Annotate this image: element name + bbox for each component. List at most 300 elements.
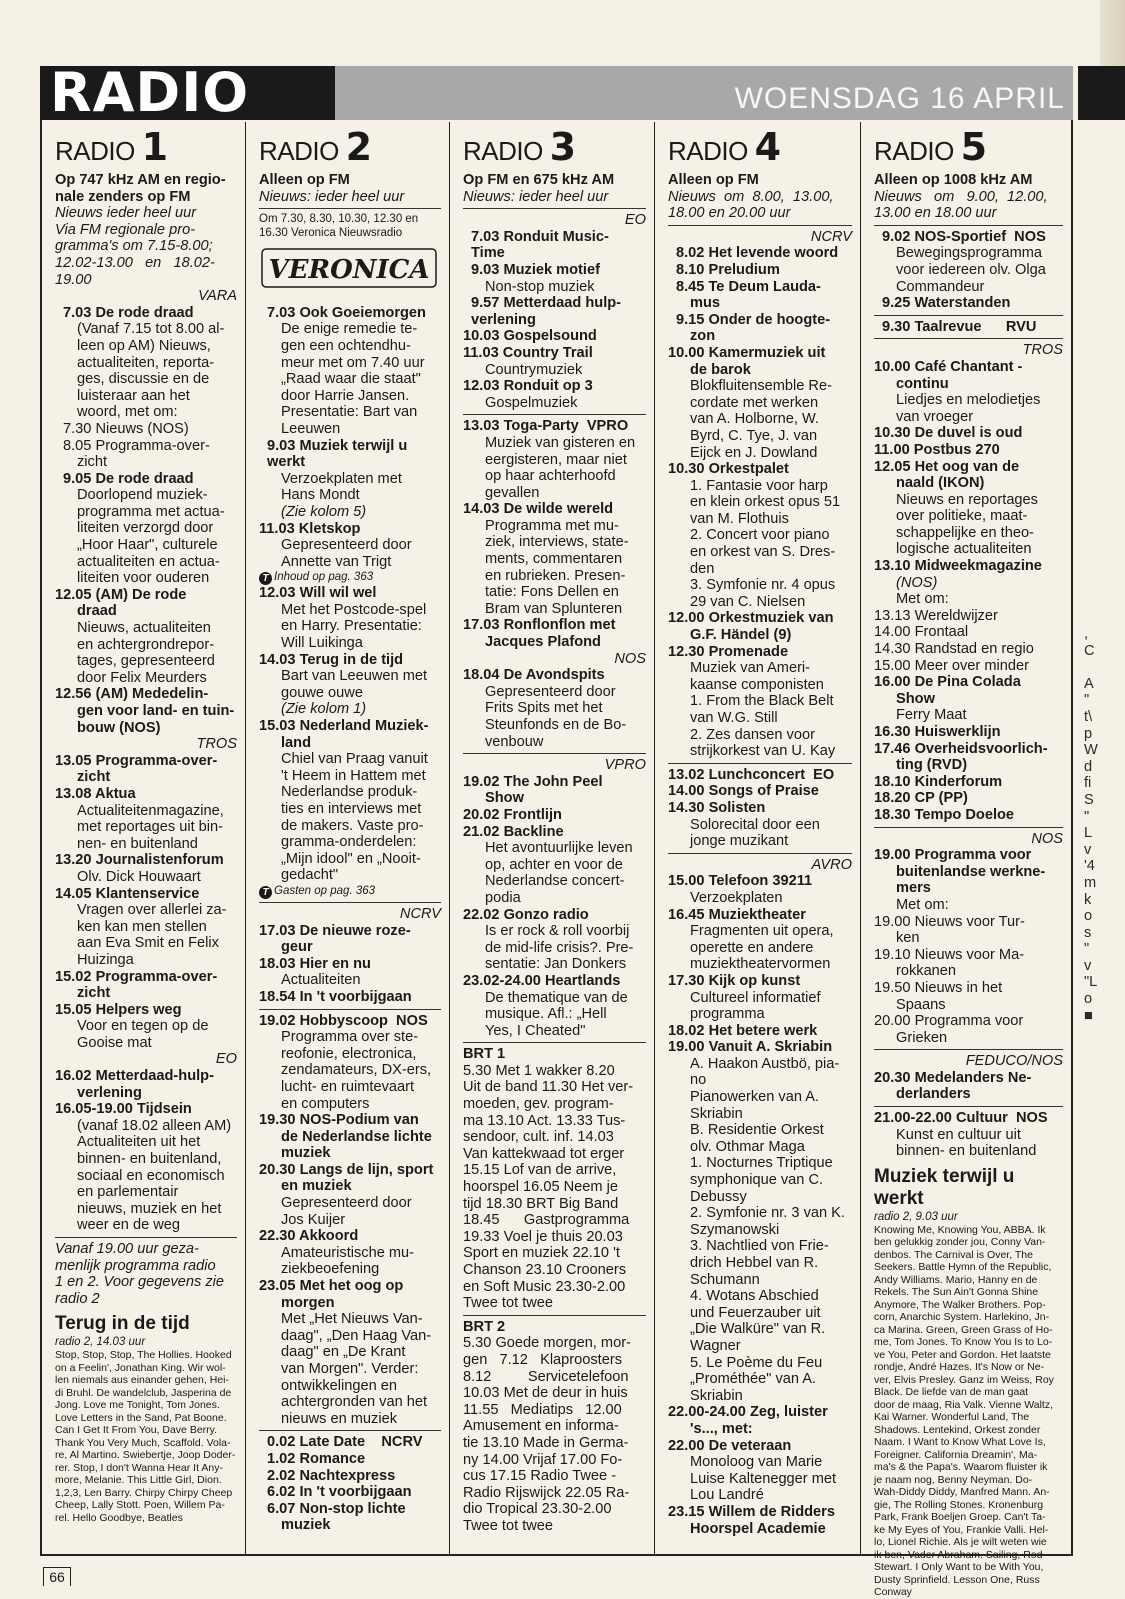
programme-title: 18.10 Kinderforum xyxy=(874,773,1003,790)
broadcaster-label: NCRV xyxy=(399,905,441,922)
programme-text: Hans Mondt xyxy=(281,487,360,504)
programme-text: gouwe ouwe xyxy=(281,684,363,701)
programme-text: achtergronden van het xyxy=(281,1394,428,1411)
programme-text: Amusement en informa- xyxy=(463,1418,619,1435)
programme-text: symphonique van C. xyxy=(690,1172,824,1189)
programme-text: Bewegingsprogramma xyxy=(896,245,1043,262)
programme-title: 10.00 Café Chantant - xyxy=(874,358,1023,375)
programme-text: Nieuws: ieder heel uur xyxy=(259,188,405,205)
programme-text: binnen- en buitenland, xyxy=(77,1151,222,1168)
playlist-line: 1,2,3, Len Barry. Chirpy Chirpy Cheep xyxy=(55,1486,233,1499)
programme-text: Voor en tegen op de xyxy=(77,1018,209,1035)
programme-title: 10.00 Kamermuziek uit xyxy=(668,344,826,361)
programme-title: Alleen op 1008 kHz AM xyxy=(874,172,1033,188)
programme-title: 11.03 Country Trail xyxy=(463,344,593,361)
programme-text: Nieuws, actualiteiten xyxy=(77,620,211,637)
playlist-line: re, Al Martino. Swiebertje, Joop Doder- xyxy=(55,1449,236,1462)
programme-text: olv. Othmar Maga xyxy=(690,1138,805,1155)
divider xyxy=(463,208,646,209)
programme-text: Cultureel informatief xyxy=(690,989,821,1006)
programme-title: 15.05 Helpers weg xyxy=(55,1001,182,1018)
programme-text: Steunfonds en de Bo- xyxy=(485,717,627,733)
playlist-line: Knowing Me, Knowing You, ABBA. Ik xyxy=(874,1223,1046,1236)
programme-text: van M. Flothuis xyxy=(690,510,789,527)
broadcaster-label: TROS xyxy=(196,736,237,753)
programme-text: strijkorkest van U. Kay xyxy=(690,743,836,760)
programme-text: Twee tot twee xyxy=(463,1295,554,1312)
programme-title: 12.05 Het oog van de xyxy=(874,458,1020,475)
column-heading-word: RADIO xyxy=(259,136,346,166)
programme-text: Wagner xyxy=(690,1337,741,1354)
programme-text: gen 7.12 Klaproosters xyxy=(463,1351,623,1368)
programme-title: 17.03 Ronflonflon met xyxy=(463,617,616,634)
programme-text: operette en andere xyxy=(690,939,814,956)
programme-text: moeden, gev. program- xyxy=(463,1096,614,1113)
programme-text: 1 en 2. Voor gegevens zie xyxy=(55,1274,225,1291)
programme-text: meur met om 7.40 uur xyxy=(281,354,425,371)
programme-text: „Hoor Haar", culturele xyxy=(77,537,218,554)
programme-title: 20.02 Frontlijn xyxy=(463,806,562,823)
programme-title: 7.03 Ronduit Music- xyxy=(471,228,609,245)
programme-text: Actualiteiten xyxy=(281,972,361,989)
programme-text: Sport en muziek 22.10 't xyxy=(463,1245,620,1262)
programme-text: 19.33 Voel je thuis 20.03 xyxy=(463,1228,623,1245)
programme-text: Grieken xyxy=(896,1029,948,1046)
programme-title: 9.15 Onder de hoogte- xyxy=(676,311,831,328)
divider xyxy=(874,827,1063,828)
playlist-line: corn, Anarchic System. Harlekino, Jn- xyxy=(874,1311,1050,1324)
programme-text: Met „Het Nieuws Van- xyxy=(281,1311,423,1328)
veronica-logo-text: VERONICA xyxy=(268,255,430,286)
programme-text: reofonie, electronica, xyxy=(281,1045,417,1062)
programme-text: door Harrie Jansen. xyxy=(281,387,410,404)
page-reference-text: Inhoud op pag. 363 xyxy=(274,571,374,584)
programme-text: den xyxy=(690,560,715,577)
programme-title: 22.00 De veteraan xyxy=(668,1437,792,1454)
programme-text: Vanaf 19.00 uur geza- xyxy=(55,1241,199,1257)
column-heading xyxy=(55,125,237,172)
programme-text: (NOS) xyxy=(896,574,938,591)
programme-title: 8.02 Het levende woord xyxy=(676,245,839,262)
playlist-line: Park, Frank Boeljen Groep. Can't Ta- xyxy=(874,1511,1046,1524)
programme-title: Alleen op FM xyxy=(668,172,759,188)
programme-text: gramma-onderdelen: xyxy=(281,834,417,851)
programme-text: und Feuerzauber uit xyxy=(690,1304,821,1321)
playlist-line: rel. Hello Goodbye, Beatles xyxy=(55,1511,183,1524)
playlist-line: ik ben, Vader Abraham. Sailing, Rod xyxy=(874,1548,1043,1561)
programme-text: ges, discussie en de xyxy=(77,371,210,388)
programme-text: schappelijke en theo- xyxy=(896,524,1034,541)
programme-title: 18.04 De Avondspits xyxy=(463,667,605,684)
programme-text: 5.30 Met 1 wakker 8.20 xyxy=(463,1062,615,1079)
programme-text: de mid-life crisis?. Pre- xyxy=(485,939,634,956)
column-radio-1 xyxy=(42,122,246,1554)
playlist-line: len niemals aus einander gehen, Hei- xyxy=(55,1374,229,1387)
programme-title: 13.05 Programma-over- xyxy=(55,752,218,769)
programme-text: Nieuws ieder heel uur xyxy=(55,205,197,222)
programme-title: 12.05 (AM) De rode xyxy=(55,586,187,603)
programme-title: morgen xyxy=(281,1294,335,1311)
programme-text: ontwikkelingen en xyxy=(281,1377,398,1394)
programme-text: 19.50 Nieuws in het xyxy=(874,979,1003,996)
programme-text: sentatie: Jan Donkers xyxy=(485,956,627,973)
column-heading-word: RADIO xyxy=(874,136,961,166)
programme-text: Countrymuziek xyxy=(485,361,583,378)
programme-title: 12.30 Promenade xyxy=(668,643,789,660)
programme-text: luisteraar aan het xyxy=(77,387,190,404)
programme-text: 2. Zes dansen voor xyxy=(690,726,815,743)
programme-text: musique. Afl.: „Hell xyxy=(485,1006,607,1023)
programme-title: 19.02 The John Peel xyxy=(463,773,603,790)
playlist-line: Rekels. The Sun Ain't Gonna Shine xyxy=(874,1286,1039,1299)
programme-title: 19.30 NOS-Podium van xyxy=(259,1112,419,1129)
divider xyxy=(874,315,1063,316)
feature-title: Terug in de tijd xyxy=(55,1313,190,1335)
programme-text: liteiten verzorgd door xyxy=(77,520,214,537)
column-heading-number: 4 xyxy=(754,125,781,169)
programme-text: Ferry Maat xyxy=(896,707,967,724)
programme-title: 18.20 CP (PP) xyxy=(874,790,968,807)
tv-guide-icon: T xyxy=(259,886,272,899)
programme-text: Pianowerken van A. xyxy=(690,1089,819,1106)
programme-text: 13.00 en 18.00 uur xyxy=(874,205,997,222)
programme-text: A. Haakon Austbö, pia- xyxy=(690,1055,840,1072)
programme-text: Debussy xyxy=(690,1188,747,1205)
playlist-line: Wah-Diddy Diddy, Manfred Mann. An- xyxy=(874,1486,1050,1499)
programme-text: voor iedereen olv. Olga xyxy=(896,261,1046,278)
programme-text: Het avontuurlijke leven xyxy=(485,840,633,857)
programme-title: Alleen op FM xyxy=(259,172,350,188)
programme-text: 12.02-13.00 en 18.02- xyxy=(55,254,215,271)
programme-text: tatie: Fons Dellen en xyxy=(485,584,619,601)
programme-text: no xyxy=(690,1072,707,1089)
programme-text: 7.30 Nieuws (NOS) xyxy=(63,420,189,437)
broadcaster-label: VPRO xyxy=(604,757,646,774)
programme-text: 18.45 Gastprogramma xyxy=(463,1212,630,1229)
programme-title: Show xyxy=(485,790,524,807)
programme-title: werkt xyxy=(267,454,306,471)
programme-text: (Zie kolom 5) xyxy=(281,503,367,520)
programme-title: 14.03 De wilde wereld xyxy=(463,501,614,518)
programme-text: 18.00 en 20.00 uur xyxy=(668,205,791,222)
programme-text: Monoloog van Marie xyxy=(690,1454,823,1471)
programme-text: 19.10 Nieuws voor Ma- xyxy=(874,946,1025,963)
programme-text: Via FM regionale pro- xyxy=(55,221,196,238)
programme-title: draad xyxy=(77,603,117,620)
column-heading-word: RADIO xyxy=(55,136,142,166)
programme-title: 13.08 Aktua xyxy=(55,785,136,802)
programme-title: zicht xyxy=(77,985,111,1002)
playlist-line: ve You, Peter and Gordon. Het laatste xyxy=(874,1348,1051,1361)
programme-text: programma xyxy=(690,1006,765,1023)
broadcaster-label: NOS xyxy=(614,650,646,667)
playlist-line: Naam. I Want to Know What Love Is, xyxy=(874,1436,1046,1449)
programme-title: 6.07 Non-stop lichte xyxy=(267,1500,406,1517)
divider xyxy=(259,902,441,903)
playlist-line: di Bruhl. De wandelclub, Jasperina de xyxy=(55,1386,232,1399)
broadcaster-label: TROS xyxy=(1022,342,1063,359)
programme-text: Met om: xyxy=(896,896,949,913)
programme-text: Van kattekwaad tot erger xyxy=(463,1145,625,1162)
programme-title: 14.05 Klantenservice xyxy=(55,885,200,902)
programme-text: 5. Le Poème du Feu xyxy=(690,1354,823,1371)
programme-text: daag" en „De Krant xyxy=(281,1344,406,1361)
divider xyxy=(259,1430,441,1431)
programme-text: actualiteiten en actua- xyxy=(77,553,220,570)
programme-text: venbouw xyxy=(485,733,544,750)
divider xyxy=(463,414,646,415)
programme-text: muziektheatervormen xyxy=(690,956,831,973)
programme-text: Commandeur xyxy=(896,278,985,295)
banner-logo: RADIO xyxy=(40,66,335,120)
programme-text: Programma met mu- xyxy=(485,517,619,534)
programme-title: ting (RVD) xyxy=(896,757,968,774)
divider xyxy=(463,1315,646,1316)
page-reference xyxy=(259,884,441,899)
page-number: 66 xyxy=(43,1567,71,1586)
programme-title: 13.10 Midweekmagazine xyxy=(874,558,1042,575)
programme-title: Hoorspel Academie xyxy=(690,1520,826,1537)
programme-text: 14.30 Randstad en regio xyxy=(874,641,1034,658)
programme-text: 10.03 Met de deur in huis xyxy=(463,1385,628,1402)
broadcaster-label: AVRO xyxy=(811,856,852,873)
programme-text: gedacht" xyxy=(281,867,339,884)
programme-text: 29 van C. Nielsen xyxy=(690,593,806,610)
programme-text: 4. Wotans Abschied xyxy=(690,1288,819,1305)
programme-title: 12.56 (AM) Mededelin- xyxy=(55,686,209,703)
programme-text: Met om: xyxy=(896,591,949,608)
column-heading-word: RADIO xyxy=(668,136,755,166)
programme-title: geur xyxy=(281,939,313,956)
programme-text: daag", „Den Haag Van- xyxy=(281,1327,432,1344)
programme-text: Nieuws om 8.00, 13.00, xyxy=(668,188,834,205)
page-reference-text: Gasten op pag. 363 xyxy=(274,884,376,897)
column-heading xyxy=(259,125,441,172)
programme-title: 17.46 Overheidsvoorlich- xyxy=(874,740,1048,757)
programme-title: 21.00-22.00 Cultuur NOS xyxy=(874,1110,1048,1127)
programme-text: gevallen xyxy=(485,484,540,501)
column-heading xyxy=(668,125,852,172)
programme-text: van Morgen". Verder: xyxy=(281,1361,419,1377)
playlist-line: Foreigner. California Dreamin', Ma- xyxy=(874,1448,1038,1461)
programme-text: 2. Concert voor piano xyxy=(690,527,830,544)
programme-text: Chiel van Praag vanuit xyxy=(281,751,428,768)
programme-text: nen- en buitenland xyxy=(77,835,198,852)
divider xyxy=(463,1042,646,1043)
programme-text: Nieuws: ieder heel uur xyxy=(463,188,609,205)
programme-text: (Vanaf 7.15 tot 8.00 al- xyxy=(77,321,225,338)
programme-text: Is er rock & roll voorbij xyxy=(485,923,630,940)
column-heading-number: 1 xyxy=(141,125,168,169)
programme-title: 7.03 De rode draad xyxy=(63,304,194,321)
programme-text: 8.05 Programma-over- xyxy=(63,437,210,454)
programme-text: 8.12 Servicetelefoon xyxy=(463,1368,629,1385)
programme-text: en Harry. Presentatie: xyxy=(281,618,422,635)
playlist-line: door de maag, Ria Valk. Vienne Waltz, xyxy=(874,1398,1053,1411)
playlist-line: Conway xyxy=(874,1586,912,1599)
programme-text: Vragen over allerlei za- xyxy=(77,902,227,919)
programme-title: mers xyxy=(896,880,931,897)
programme-text: drich Hebbel van R. xyxy=(690,1255,819,1271)
programme-title: 23.02-24.00 Heartlands xyxy=(463,972,621,989)
programme-title: Show xyxy=(896,690,935,707)
programme-text: 3. Nachtlied von Frie- xyxy=(690,1238,829,1255)
programme-text: 20.00 Programma voor xyxy=(874,1013,1024,1030)
programme-text: „Prométhée" van A. xyxy=(690,1371,817,1388)
broadcaster-label: NCRV xyxy=(810,228,852,245)
programme-text: (vanaf 18.02 alleen AM) xyxy=(77,1117,232,1134)
programme-text: podia xyxy=(485,889,521,906)
programme-title: 16.00 De Pina Colada xyxy=(874,674,1021,691)
programme-title: 10.03 Gospelsound xyxy=(463,328,597,345)
programme-text: en computers xyxy=(281,1095,370,1112)
programme-title: nale zenders op FM xyxy=(55,188,191,205)
programme-title: 9.30 Taalrevue RVU xyxy=(882,318,1037,335)
programme-text: Verzoekplaten xyxy=(690,889,783,906)
programme-title: zicht xyxy=(77,769,111,786)
programme-title: Op 747 kHz AM en regio- xyxy=(55,172,226,188)
playlist-line: Dusty Sprinfield. Lesson One, Russ xyxy=(874,1573,1040,1586)
broadcaster-label: EO xyxy=(624,212,646,229)
programme-text: 1. From the Black Belt xyxy=(690,693,834,710)
programme-text: en rubrieken. Presen- xyxy=(485,567,626,584)
programme-title: 22.30 Akkoord xyxy=(259,1228,359,1245)
programme-text: Annette van Trigt xyxy=(281,553,392,570)
programme-title: en muziek xyxy=(281,1178,352,1195)
playlist-line: Black. De liefde van de man gaat xyxy=(874,1386,1029,1399)
adjacent-banner-strip xyxy=(1078,66,1125,120)
feature-title: Muziek terwijl u werkt xyxy=(874,1165,1015,1209)
programme-text: lucht- en ruimtevaart xyxy=(281,1078,415,1095)
programme-text: ties en interviews met xyxy=(281,801,422,817)
programme-title: 15.03 Nederland Muziek- xyxy=(259,718,429,735)
programme-text: De enige remedie te- xyxy=(281,321,418,338)
programme-title: 22.00-24.00 Zeg, luister xyxy=(668,1404,828,1421)
programme-title: muziek xyxy=(281,1517,331,1534)
programme-text: ziekbeoefening xyxy=(281,1261,380,1278)
programme-text: ken xyxy=(896,930,920,947)
programme-text: actualiteiten, reporta- xyxy=(77,354,215,371)
programme-title: 18.30 Tempo Doeloe xyxy=(874,806,1015,823)
programme-text: van W.G. Still xyxy=(690,710,778,726)
programme-text: tijd 18.30 BRT Big Band xyxy=(463,1195,619,1212)
programme-text: Skriabin xyxy=(690,1105,743,1122)
programme-title: 20.30 Langs de lijn, sport xyxy=(259,1161,434,1178)
programme-text: 11.55 Mediatips 12.00 xyxy=(463,1401,622,1418)
column-radio-3 xyxy=(450,122,655,1554)
programme-text: „Raad waar die staat" xyxy=(281,371,421,388)
programme-text: 1. Fantasie voor harp xyxy=(690,477,828,494)
banner-date: WOENSDAG 16 APRIL xyxy=(734,82,1065,115)
programme-title: zon xyxy=(690,328,716,345)
programme-text: cordate met werken xyxy=(690,394,819,411)
column-heading-word: RADIO xyxy=(463,136,550,166)
programme-text: 19.00 Nieuws voor Tur- xyxy=(874,913,1025,930)
adjacent-text: , C A " t\ p W d fi S " L v '4 m k o s " v "L o ■ xyxy=(1084,626,1098,1024)
programme-text: Skriabin xyxy=(690,1387,743,1404)
programme-title: de Nederlandse lichte xyxy=(281,1128,432,1145)
programme-title: 14.03 Terug in de tijd xyxy=(259,651,404,668)
programme-text: Bart van Leeuwen met xyxy=(281,668,428,685)
programme-text: op haar achterhoofd xyxy=(485,468,616,485)
programme-title: 13.20 Journalistenforum xyxy=(55,852,224,869)
programme-text: (Zie kolom 1) xyxy=(281,701,367,718)
programme-text: cus 17.15 Radio Twee - xyxy=(463,1468,617,1485)
programme-text: Luise Kaltenegger met xyxy=(690,1470,837,1487)
programme-text: Solorecital door een xyxy=(690,816,820,833)
programme-text: Met het Postcode-spel xyxy=(281,601,427,618)
broadcaster-label: EO xyxy=(215,1051,237,1068)
programme-title: 14.00 Songs of Praise xyxy=(668,783,819,800)
programme-text: Om 7.30, 8.30, 10.30, 12.30 en xyxy=(259,213,419,226)
programme-title: 2.02 Nachtexpress xyxy=(267,1467,396,1484)
programme-title: mus xyxy=(690,295,721,312)
programme-title: 20.30 Medelanders Ne- xyxy=(874,1069,1032,1086)
programme-text: Yes, I Cheated" xyxy=(485,1022,586,1039)
programme-text: Gepresenteerd door xyxy=(281,1195,412,1212)
programme-text: door Felix Meurders xyxy=(77,669,207,686)
column-heading-number: 2 xyxy=(345,125,372,169)
programme-title: 19.00 Programma voor xyxy=(874,847,1032,864)
programme-text: Muziek van gisteren en xyxy=(485,434,636,451)
programme-text: Lou Landré xyxy=(690,1487,764,1504)
programme-title: Jacques Plafond xyxy=(485,634,601,651)
programme-text: Chanson 23.10 Crooners xyxy=(463,1262,627,1278)
programme-text: sendoor, cult. inf. 14.03 xyxy=(463,1129,614,1146)
programme-text: liteiten voor ouderen xyxy=(77,570,210,587)
programme-text: Spaans xyxy=(896,996,946,1013)
programme-title: 23.15 Willem de Ridders xyxy=(668,1503,835,1520)
programme-text: 2. Symfonie nr. 3 van K. xyxy=(690,1205,845,1222)
programme-title: 11.00 Postbus 270 xyxy=(874,441,1000,458)
programme-title: 's..., met: xyxy=(690,1420,753,1437)
programme-text: radio 2 xyxy=(55,1290,100,1307)
programme-text: ny 14.00 Vrijaf 17.00 Fo- xyxy=(463,1451,623,1468)
adjacent-page-fragment xyxy=(1078,66,1125,1585)
programme-text: Huizinga xyxy=(77,951,134,968)
playlist-line: Jong. Love me Tonight, Tom Jones. xyxy=(55,1399,220,1412)
divider xyxy=(668,763,852,764)
programme-title: 11.03 Kletskop xyxy=(259,520,361,537)
programme-title: 12.03 Will wil wel xyxy=(259,585,377,602)
playlist-line: rer. Stop, I don't Wanna Hear It Any- xyxy=(55,1461,223,1474)
divider xyxy=(463,753,646,754)
programme-text: Non-stop muziek xyxy=(485,278,595,295)
programme-text: binnen- en buitenland xyxy=(896,1143,1037,1160)
playlist-line: ca Marina. Green, Green Grass of Ho- xyxy=(874,1323,1053,1336)
programme-text: radio 2, 9.03 uur xyxy=(874,1210,958,1223)
programme-text: Twee tot twee xyxy=(463,1517,554,1534)
playlist-line: on a Feelin', Jonathan King. Wir wol- xyxy=(55,1361,226,1374)
programme-text: Gepresenteerd door xyxy=(281,537,412,554)
divider xyxy=(874,225,1063,226)
programme-text: Blokfluitensemble Re- xyxy=(690,378,832,395)
programme-text: van vroeger xyxy=(896,408,974,425)
programme-text: van A. Holborne, W. xyxy=(690,411,819,428)
programme-text: Liedjes en melodietjes xyxy=(896,392,1041,409)
programme-title: 13.03 Toga-Party VPRO xyxy=(463,418,629,435)
broadcaster-label: FEDUCO/NOS xyxy=(965,1053,1063,1070)
programme-text: Nieuws en reportages xyxy=(896,491,1038,508)
programme-text: en parlementair xyxy=(77,1184,179,1201)
playlist-line: Andy Williams. Mario, Hanny en de xyxy=(874,1273,1038,1286)
programme-text: leen op AM) Nieuws, xyxy=(77,337,211,354)
programme-title: 16.02 Metterdaad-hulp- xyxy=(55,1068,214,1085)
playlist-line: Cheep, Lally Stott. Poen, Willem Pa- xyxy=(55,1499,225,1512)
programme-text: ziek, interviews, state- xyxy=(485,534,629,551)
programme-title: 9.57 Metterdaad hulp- xyxy=(471,295,622,312)
programme-title: 9.02 NOS-Sportief NOS xyxy=(882,228,1046,245)
